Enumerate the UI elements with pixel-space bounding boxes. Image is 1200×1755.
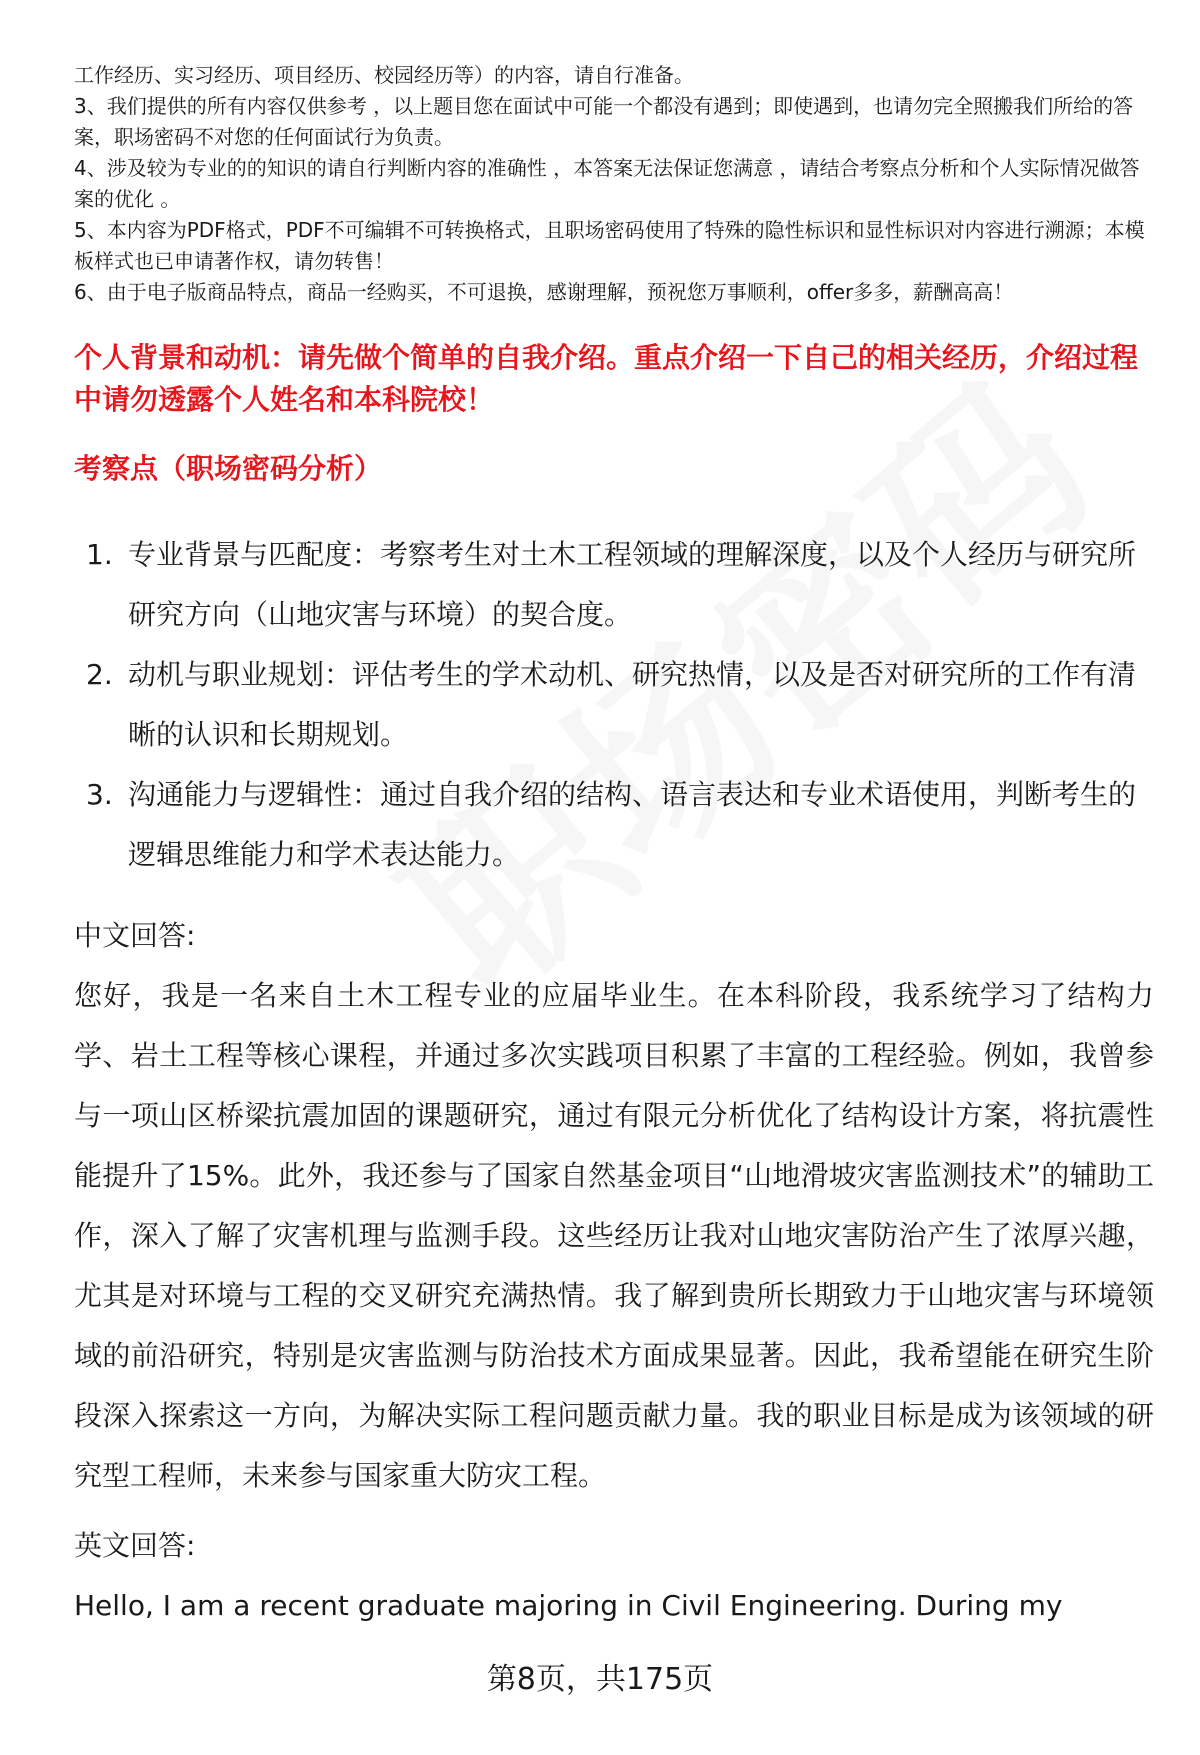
- list-item-text: 专业背景与匹配度：考察考生对土木工程领域的理解深度，以及个人经历与研究所研究方向（山地灾害与环境）的契合度。: [128, 538, 1137, 631]
- english-answer-text: Hello, I am a recent graduate majoring in Civil Engineering. During my: [74, 1589, 1063, 1622]
- points-heading: 考察点（职场密码分析）: [74, 452, 383, 485]
- list-item-text: 动机与职业规划：评估考生的学术动机、研究热情，以及是否对研究所的工作有清晰的认识和长期规划。: [128, 658, 1137, 751]
- chinese-answer-text: 您好，我是一名来自土木工程专业的应届毕业生。在本科阶段，我系统学习了结构力学、岩土工程等核心课程，并通过多次实践项目积累了丰富的工程经验。例如，我曾参与一项山区桥梁抗震加固的课题研究，通过有限元分析优化了结构设计方案，将抗震性能提升了15%。此外，我还参与了国家自然基金项目“山地滑坡灾害监测技术”的辅助工作，深入了解了灾害机理与监测手段。这些经历让我对山地灾害防治产生了浓厚兴趣，尤其是对环境与工程的交叉研究充满热情。我了解到贵所长期致力于山地灾害与环境领域的前沿研究，特别是灾害监测与防治技术方面成果显著。因此，我希望能在研究生阶段深入探索这一方向，为解决实际工程问题贡献力量。我的职业目标是成为该领域的研究型工程师，未来参与国家重大防灾工程。: [74, 979, 1154, 1492]
- chinese-answer-label: 中文回答:: [74, 919, 196, 952]
- list-number: 3.: [86, 778, 113, 811]
- note-line: 3、我们提供的所有内容仅供参考 ，以上题目您在面试中可能一个都没有遇到；即使遇到，也请勿完全照搬我们所给的答案，职场密码不对您的任何面试行为负责。: [74, 94, 1134, 149]
- english-answer-label: 英文回答:: [74, 1529, 196, 1562]
- note-line: 6、由于电子版商品特点，商品一经购买，不可退换，感谢理解，预祝您万事顺利，offer多多，薪酬高高！: [74, 280, 1014, 304]
- notes-block: [74, 60, 1154, 308]
- list-item-text: 沟通能力与逻辑性：通过自我介绍的结构、语言表达和专业术语使用，判断考生的逻辑思维能力和学术表达能力。: [128, 778, 1137, 871]
- list-item: [74, 525, 1154, 645]
- page-number: 第8页，共175页: [486, 1662, 714, 1697]
- evaluation-points-list: [74, 525, 1154, 885]
- note-line: 4、涉及较为专业的的知识的请自行判断内容的准确性 ，本答案无法保证您满意 ，请结合考察点分析和个人实际情况做答案的优化 。: [74, 156, 1140, 211]
- question-heading: 个人背景和动机：请先做个简单的自我介绍。重点介绍一下自己的相关经历，介绍过程中请勿透露个人姓名和本科院校！: [74, 341, 1139, 416]
- list-number: 1.: [86, 538, 113, 571]
- list-number: 2.: [86, 658, 113, 691]
- note-line: 工作经历、实习经历、项目经历、校园经历等）的内容，请自行准备。: [74, 63, 694, 87]
- note-line: 5、本内容为PDF格式，PDF不可编辑不可转换格式，且职场密码使用了特殊的隐性标识和显性标识对内容进行溯源；本模板样式也已申请著作权，请勿转售！: [74, 218, 1145, 273]
- list-item: [74, 645, 1154, 765]
- list-item: [74, 765, 1154, 885]
